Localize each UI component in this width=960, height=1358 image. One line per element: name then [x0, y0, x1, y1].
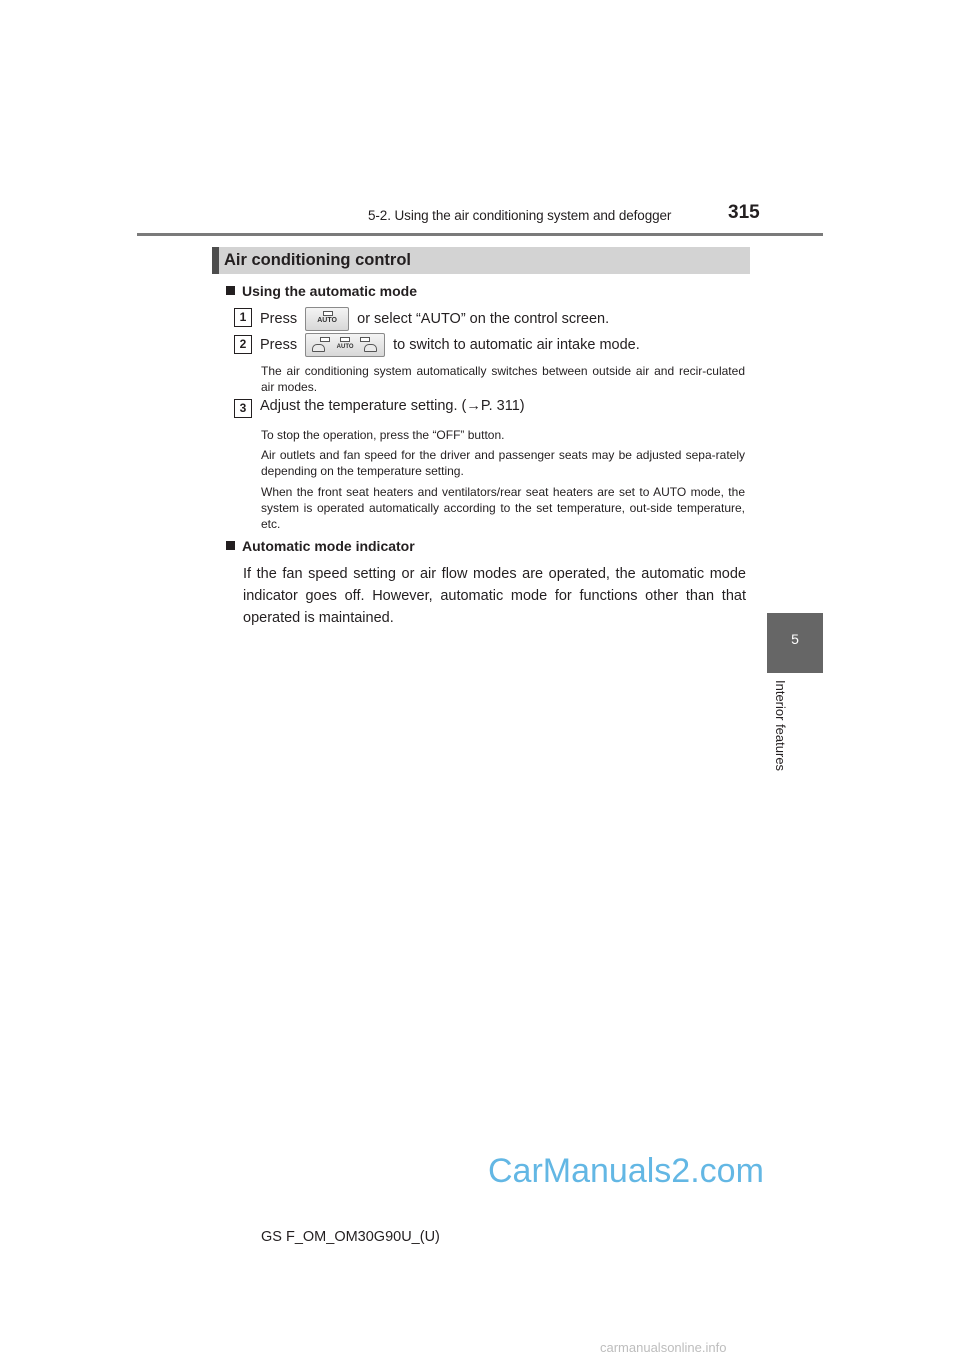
- step-number-3: 3: [234, 399, 252, 418]
- subheading-auto-mode-text: Using the automatic mode: [242, 283, 418, 299]
- subheading-indicator-text: Automatic mode indicator: [242, 538, 415, 554]
- section-accent: [212, 247, 219, 274]
- step-3: Adjust the temperature setting. (→P. 311): [260, 398, 525, 414]
- subheading-auto-mode: [226, 283, 417, 299]
- step-1: [260, 307, 609, 331]
- chapter-number: 5: [791, 631, 799, 647]
- note-step-3-a: To stop the operation, press the “OFF” button.: [261, 428, 505, 442]
- recirculate-air-icon: [364, 344, 377, 352]
- air-intake-auto-button-icon: [305, 333, 385, 357]
- step-2-before: Press: [260, 336, 298, 353]
- step-number-2: 2: [234, 335, 252, 354]
- auto-button-icon: [305, 307, 349, 331]
- step-number-1: 1: [234, 308, 252, 327]
- watermark-logo: CarManuals2.com: [488, 1152, 764, 1190]
- running-header-title: 5-2. Using the air conditioning system and defogger: [368, 208, 672, 223]
- indicator-paragraph: If the fan speed setting or air flow modes are operated, the automatic mode indicator goes off. However, automatic mode for functions other than that operated is maintained.: [243, 566, 746, 626]
- square-bullet-icon: [226, 541, 235, 550]
- step-2: [260, 333, 640, 357]
- subheading-indicator: [226, 538, 415, 554]
- note-step-3-c: When the front seat heaters and ventilators/rear seat heaters are set to AUTO mode, the system is operated automatically according to the set temperature, out-side temperature, etc.: [261, 485, 745, 531]
- note-step-3-b: Air outlets and fan speed for the driver and passenger seats may be adjusted sepa-rately depending on the temperature setting.: [261, 448, 745, 478]
- step-1-before: Press: [260, 310, 298, 327]
- section-heading-bar: [212, 247, 750, 274]
- header-divider: [137, 233, 823, 236]
- section-title: Air conditioning control: [224, 251, 411, 269]
- chapter-label-text: Interior features: [773, 680, 788, 772]
- note-step-2: The air conditioning system automatically switches between outside air and recir-culated air modes.: [261, 364, 745, 394]
- page-number: 315: [728, 202, 760, 223]
- step-1-after: or select “AUTO” on the control screen.: [357, 310, 610, 327]
- watermark-url: carmanualsonline.info: [600, 1340, 727, 1355]
- auto-button-label: AUTO: [317, 317, 337, 324]
- intake-button-label: AUTO: [336, 344, 354, 350]
- chapter-label: [768, 680, 792, 790]
- chapter-tab: [767, 613, 823, 673]
- step-2-after: to switch to automatic air intake mode.: [393, 336, 640, 353]
- square-bullet-icon: [226, 286, 235, 295]
- document-id: GS F_OM_OM30G90U_(U): [261, 1229, 440, 1245]
